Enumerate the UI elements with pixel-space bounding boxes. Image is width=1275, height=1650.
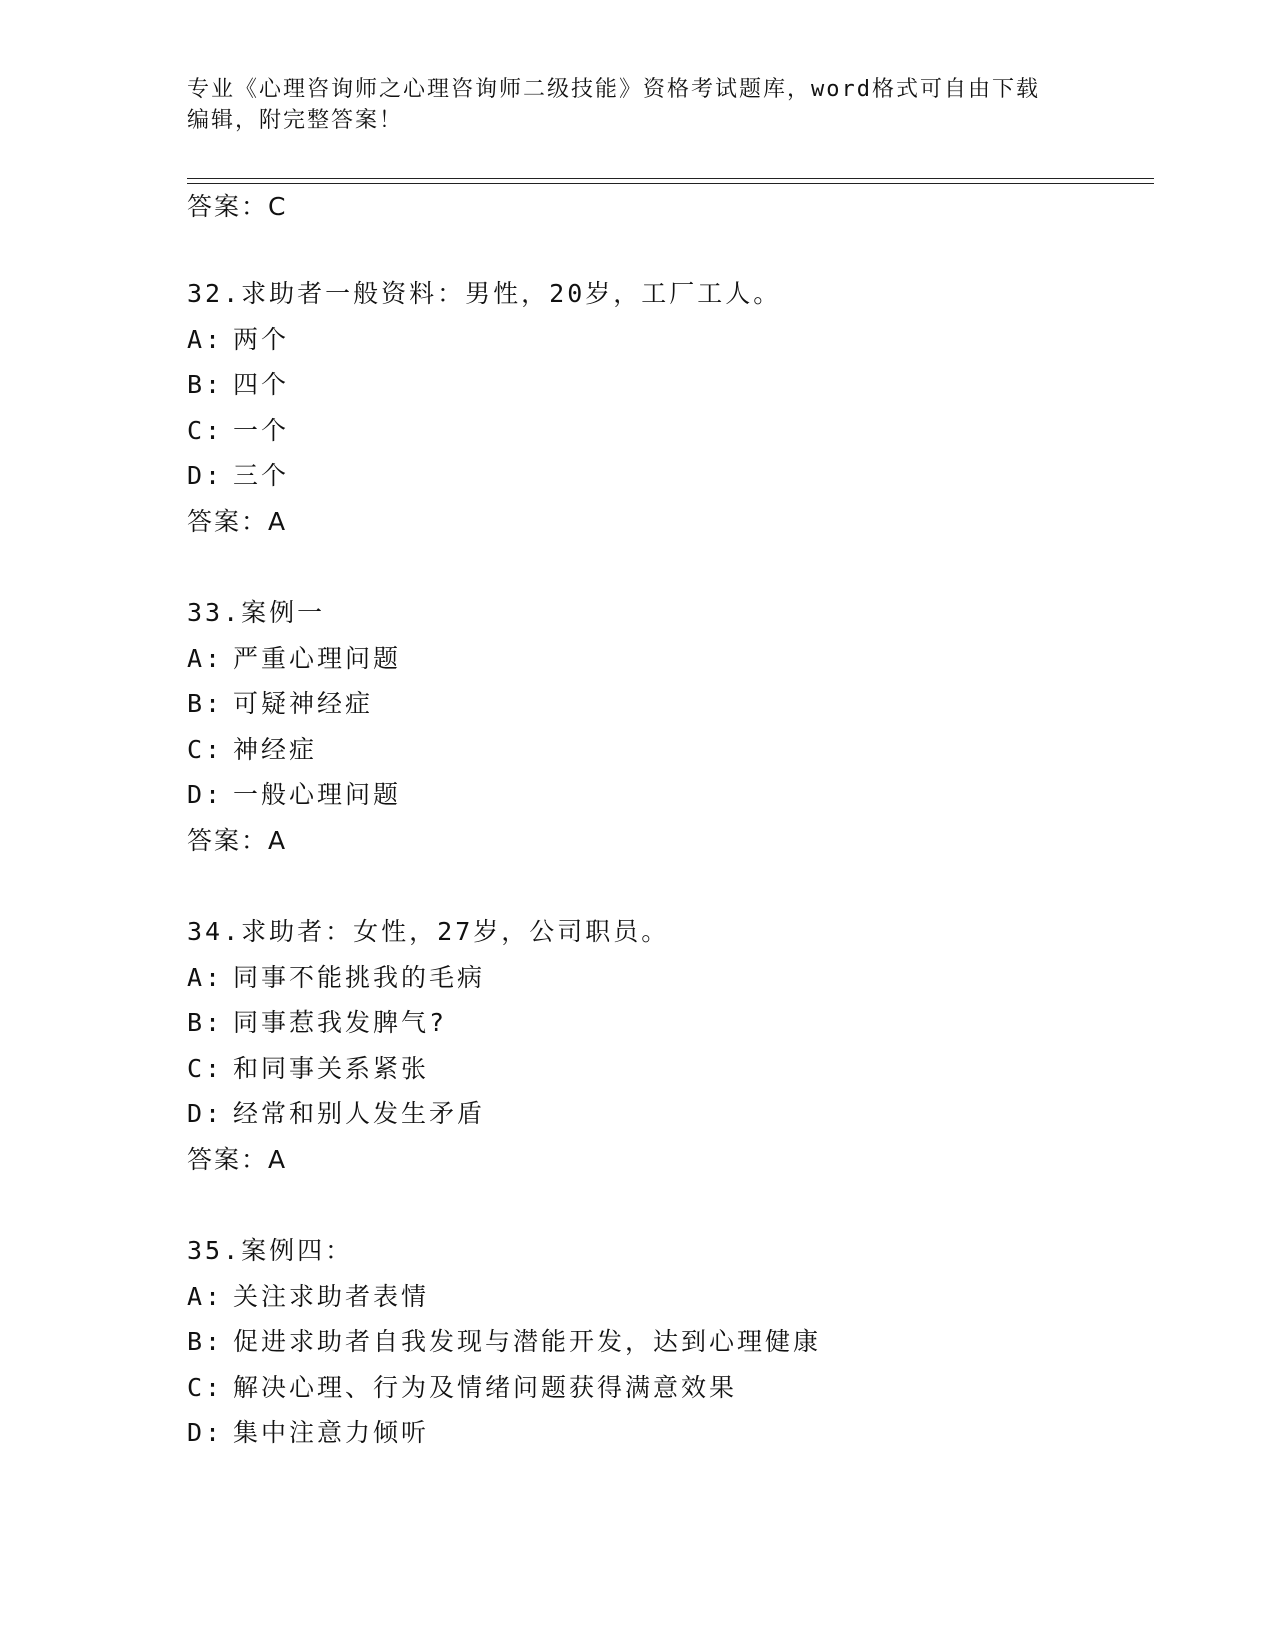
option-letter: A: <box>187 324 224 354</box>
answer-line: 答案：A <box>187 506 288 536</box>
option-text: 和同事关系紧张 <box>233 1053 430 1083</box>
option-text: 神经症 <box>233 734 318 764</box>
option-text: 可疑神经症 <box>233 689 374 718</box>
option-letter: A: <box>187 1281 224 1311</box>
option-b <box>187 1319 1147 1365</box>
answer-line: 答案：A <box>187 825 288 855</box>
question-stem: 34.求助者：女性，27岁，公司职员。 <box>187 917 670 946</box>
option-letter: A: <box>187 962 224 992</box>
option-text: 一般心理问题 <box>233 780 402 809</box>
option-letter: B: <box>187 1008 224 1037</box>
option-b <box>187 681 1147 727</box>
option-a <box>187 1274 1147 1320</box>
question-35 <box>187 1228 1147 1456</box>
option-letter: C: <box>187 1372 224 1402</box>
question-33 <box>187 590 1147 863</box>
option-b <box>187 362 1147 408</box>
option-letter: D: <box>187 1418 224 1447</box>
option-a <box>187 955 1147 1001</box>
option-letter: C: <box>187 734 224 764</box>
option-text: 同事惹我发脾气? <box>233 1008 448 1037</box>
question-stem: 35.案例四： <box>187 1236 354 1265</box>
option-text: 一个 <box>233 415 290 445</box>
option-c <box>187 1046 1147 1092</box>
option-letter: D: <box>187 461 224 490</box>
option-d <box>187 1091 1147 1137</box>
option-d <box>187 453 1147 499</box>
option-text: 关注求助者表情 <box>233 1281 430 1311</box>
option-d <box>187 772 1147 818</box>
answer-line: 答案：A <box>187 1144 288 1174</box>
option-text: 四个 <box>233 370 290 399</box>
option-text: 解决心理、行为及情绪问题获得满意效果 <box>233 1372 738 1402</box>
option-d <box>187 1410 1147 1456</box>
option-a <box>187 636 1147 682</box>
option-text: 促进求助者自我发现与潜能开发，达到心理健康 <box>233 1327 822 1356</box>
question-34 <box>187 909 1147 1182</box>
option-c <box>187 408 1147 454</box>
option-text: 经常和别人发生矛盾 <box>233 1099 486 1128</box>
option-a <box>187 317 1147 363</box>
option-c <box>187 1365 1147 1411</box>
option-letter: A: <box>187 643 224 673</box>
option-text: 三个 <box>233 461 290 490</box>
option-letter: D: <box>187 1099 224 1128</box>
header-line-1: 专业《心理咨询师之心理咨询师二级技能》资格考试题库，word格式可自由下载 <box>187 77 1040 102</box>
option-text: 集中注意力倾听 <box>233 1418 430 1447</box>
option-letter: B: <box>187 1327 224 1356</box>
option-c <box>187 727 1147 773</box>
option-text: 两个 <box>233 324 290 354</box>
answer-line: 答案：C <box>187 192 288 221</box>
option-letter: B: <box>187 370 224 399</box>
option-text: 严重心理问题 <box>233 643 402 673</box>
question-stem: 32.求助者一般资料：男性，20岁，工厂工人。 <box>187 279 782 308</box>
header-divider-top <box>187 178 1154 179</box>
option-letter: C: <box>187 415 224 445</box>
previous-answer-block <box>187 184 1147 230</box>
option-letter: B: <box>187 689 224 718</box>
option-text: 同事不能挑我的毛病 <box>233 962 486 992</box>
question-stem: 33.案例一 <box>187 598 326 627</box>
question-32 <box>187 271 1147 544</box>
option-letter: C: <box>187 1053 224 1083</box>
option-b <box>187 1000 1147 1046</box>
document-header <box>187 74 1067 136</box>
option-letter: D: <box>187 780 224 809</box>
header-line-2: 编辑，附完整答案！ <box>187 108 404 133</box>
